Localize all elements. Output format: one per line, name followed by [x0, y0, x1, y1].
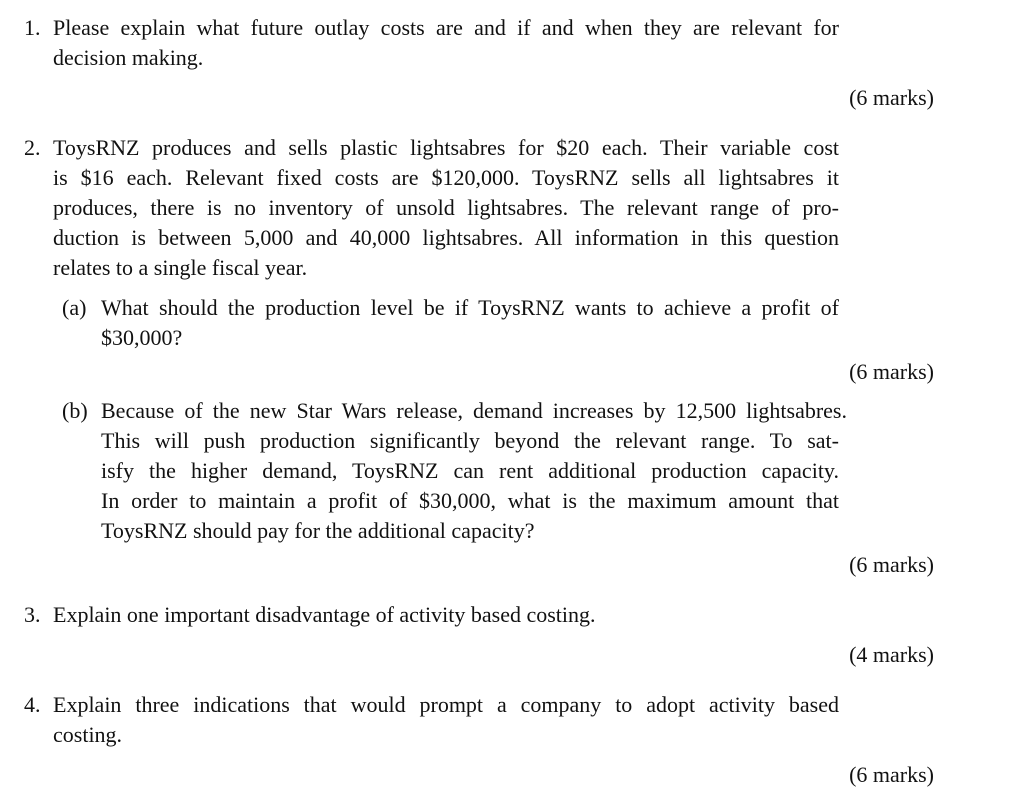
question-1-number: 1. [24, 15, 41, 40]
question-3-text-line-1: Explain one important disadvantage of activity based costing. [53, 602, 596, 627]
question-1-marks: (6 marks) [849, 85, 934, 110]
question-2b-text-line-3: isfy the higher demand, ToysRNZ can rent additional production capacity. [101, 458, 839, 483]
question-2b-label: (b) [62, 398, 88, 423]
question-4-text-line-1: Explain three indications that would prompt a company to adopt activity based [53, 692, 839, 717]
question-4-text-line-2: costing. [53, 722, 123, 747]
question-1-text-line-1: Please explain what future outlay costs are and if and when they are relevant for [53, 15, 839, 40]
question-2a-label: (a) [62, 295, 87, 320]
question-2a-text-line-2: $30,000? [101, 325, 183, 350]
question-2-text-line-1: ToysRNZ produces and sells plastic lightsabres for $20 each. Their variable cost [53, 135, 839, 160]
question-2b-text-line-4: In order to maintain a profit of $30,000, what is the maximum amount that [101, 488, 839, 513]
question-2b-text-line-2: This will push production significantly beyond the relevant range. To sat- [101, 428, 839, 453]
question-2-text-line-5: relates to a single fiscal year. [53, 255, 308, 280]
question-2b-text-line-1: Because of the new Star Wars release, demand increases by 12,500 lightsabres. [101, 398, 847, 423]
question-3-number: 3. [24, 602, 41, 627]
question-2a-marks: (6 marks) [849, 359, 934, 384]
question-2b-text-line-5: ToysRNZ should pay for the additional capacity? [101, 518, 535, 543]
question-2-number: 2. [24, 135, 41, 160]
question-2a-text-line-1: What should the production level be if ToysRNZ wants to achieve a profit of [101, 295, 839, 320]
question-1-text-line-2: decision making. [53, 45, 204, 70]
question-3-marks: (4 marks) [849, 642, 934, 667]
question-4-number: 4. [24, 692, 41, 717]
question-2-text-line-3: produces, there is no inventory of unsold lightsabres. The relevant range of pro- [53, 195, 839, 220]
question-4-marks: (6 marks) [849, 762, 934, 787]
question-2-text-line-4: duction is between 5,000 and 40,000 lightsabres. All information in this question [53, 225, 839, 250]
question-2b-marks: (6 marks) [849, 552, 934, 577]
question-2-text-line-2: is $16 each. Relevant fixed costs are $120,000. ToysRNZ sells all lightsabres it [53, 165, 839, 190]
